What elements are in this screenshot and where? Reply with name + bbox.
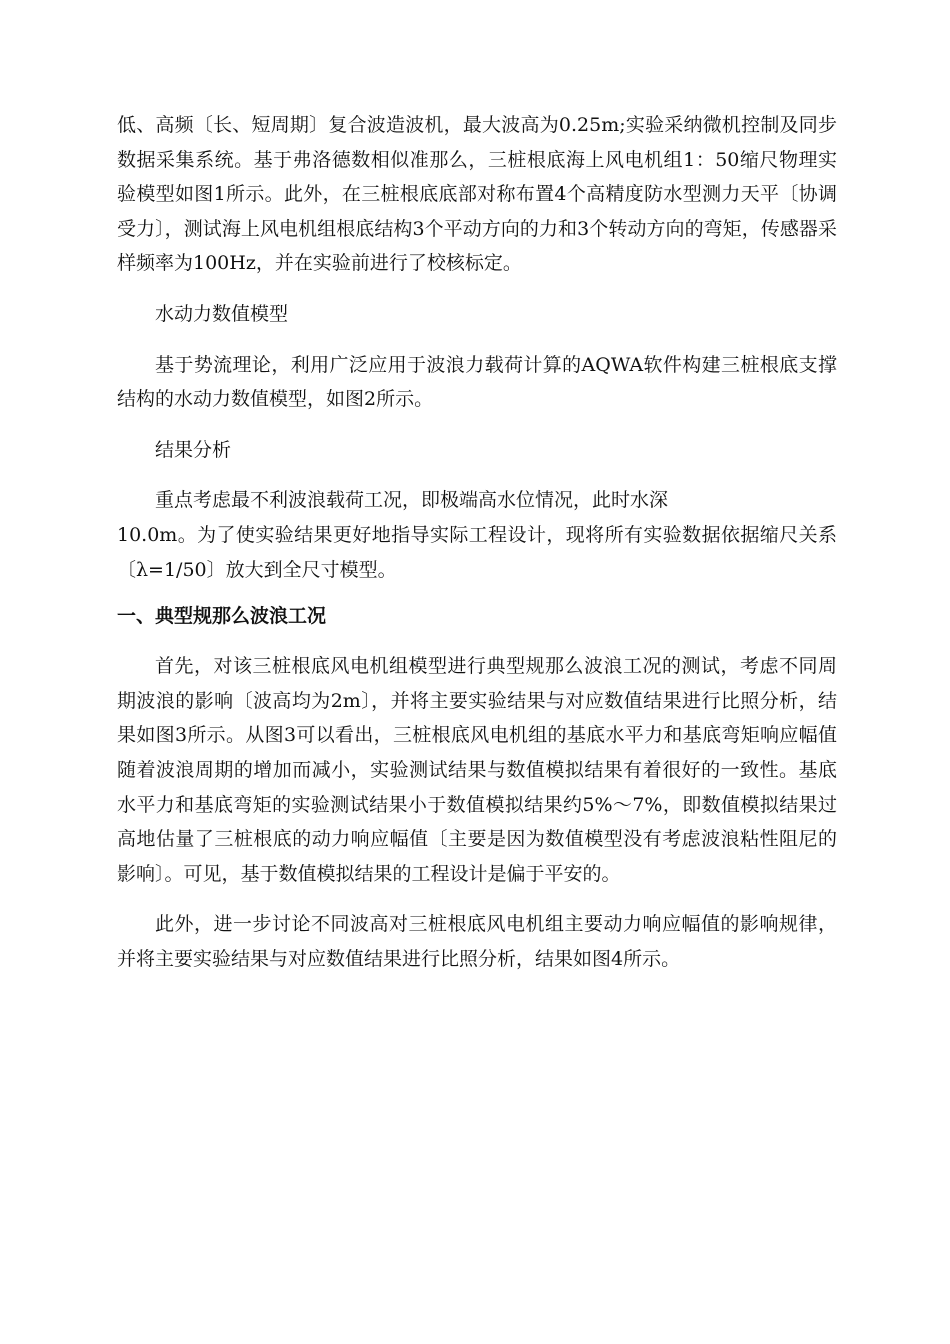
paragraph-experiment-setup: 低、高频〔长、短周期〕复合波造波机，最大波高为0.25m;实验采纳微机控制及同步数据采集系统。基于弗洛德数相似准那么，三桩根底海上风电机组1：50缩尺物理实验模型如图1所示。此外，在三桩根底底部对称布置4个高精度防水型测力天平〔协调受力〕，测试海上风电机组根底结构3个平动方向的力和3个转动方向的弯矩，传感器采样频率为100Hz，并在实验前进行了校核标定。 — [117, 114, 837, 275]
paragraph-results-intro — [117, 483, 837, 587]
paragraph-regular-wave-results: 首先，对该三桩根底风电机组模型进行典型规那么波浪工况的测试，考虑不同周期波浪的影响〔波高均为2m〕，并将主要实验结果与对应数值结果进行比照分析，结果如图3所示。从图3可以看出，三桩根底风电机组的基底水平力和基底弯矩响应幅值随着波浪周期的增加而减小，实验测试结果与数值模拟结果有着很好的一致性。基底水平力和基底弯矩的实验测试结果小于数值模拟结果约5%～7%，即数值模拟结果过高地估量了三桩根底的动力响应幅值〔主要是因为数值模型没有考虑波浪粘性阻尼的影响〕。可见，基于数值模拟结果的工程设计是偏于平安的。 — [117, 655, 837, 885]
heading-regular-wave: 一、典型规那么波浪工况 — [117, 605, 327, 628]
paragraph-results-intro-line1: 重点考虑最不利波浪载荷工况，即极端高水位情况，此时水深 — [155, 489, 669, 512]
section-title-results: 结果分析 — [155, 438, 232, 461]
document-page — [117, 108, 837, 976]
paragraph-results-intro-rest: 10.0m。为了使实验结果更好地指导实际工程设计，现将所有实验数据依据缩尺关系〔λ=1/50〕放大到全尺寸模型。 — [117, 523, 837, 581]
section-title-hydrodynamic-model: 水动力数值模型 — [155, 302, 289, 325]
paragraph-hydrodynamic-model: 基于势流理论，利用广泛应用于波浪力载荷计算的AQWA软件构建三桩根底支撑结构的水动力数值模型，如图2所示。 — [117, 353, 837, 411]
paragraph-wave-height-effect: 此外，进一步讨论不同波高对三桩根底风电机组主要动力响应幅值的影响规律，并将主要实验结果与对应数值结果进行比照分析，结果如图4所示。 — [117, 913, 837, 970]
